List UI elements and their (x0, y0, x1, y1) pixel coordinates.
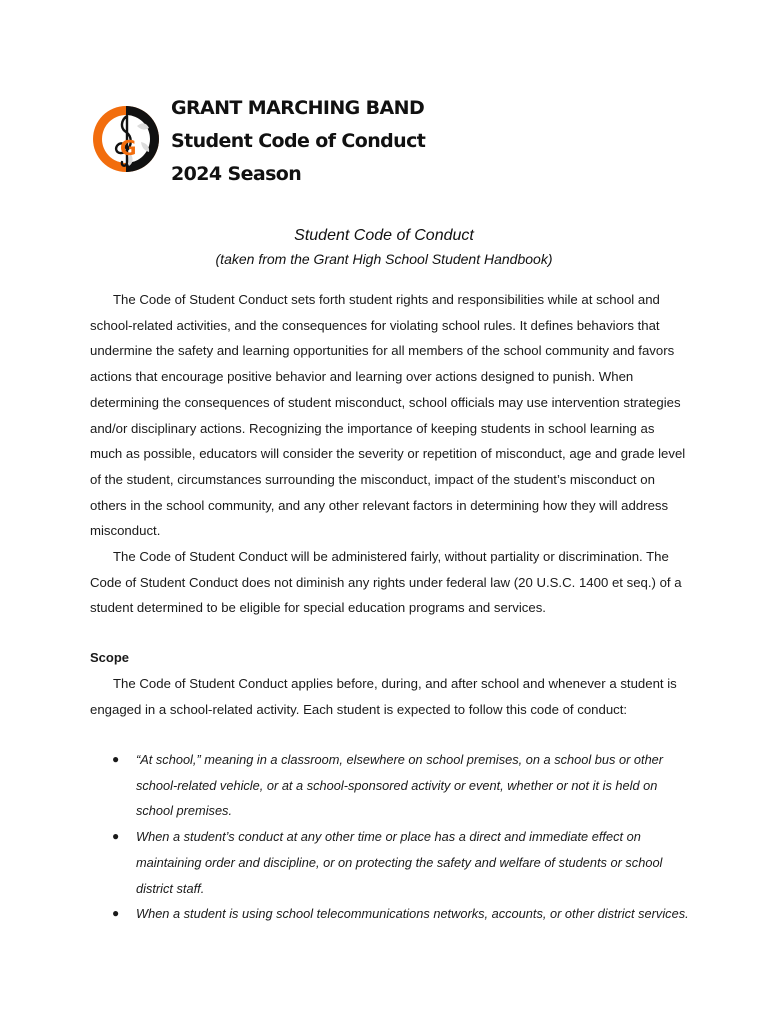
scope-bullet-list (90, 747, 690, 927)
list-item (90, 901, 690, 927)
scope-section (90, 671, 686, 722)
bullet-icon: ● (112, 829, 120, 844)
header-season: 2024 Season (171, 163, 302, 185)
document-subtitle: (taken from the Grant High School Student Handbook) (215, 251, 553, 267)
intro-paragraph-1: The Code of Student Conduct sets forth student rights and responsibilities while at school and school-related activities, and the consequences for violating school rules. It defines behaviors that undermine the safety and learning opportunities for all members of the school community and favors actions that encourage positive behavior and learning over actions designed to punish. When determining the consequences of student misconduct, school officials may use intervention strategies and/or disciplinary actions. Recognizing the importance of keeping students in school learning as much as possible, educators will consider the severity or repetition of misconduct, age and grade level of the student, circumstances surrounding the misconduct, impact of the student’s misconduct on others in the school community, and any other relevant factors in determining how they will address misconduct. (90, 292, 686, 539)
bullet-text: When a student is using school telecommunications networks, accounts, or other district services. (136, 906, 689, 922)
bullet-text: “At school,” meaning in a classroom, elsewhere on school premises, on a school bus or other school-related vehicle, or at a school-sponsored activity or event, whether or not it is held on school premises. (136, 752, 664, 819)
logo-letter: G (120, 136, 137, 160)
scope-paragraph: The Code of Student Conduct applies before, during, and after school and whenever a student is engaged in a school-related activity. Each student is expected to follow this code of conduct: (90, 676, 677, 717)
intro-paragraph-2: The Code of Student Conduct will be administered fairly, without partiality or discrimination. The Code of Student Conduct does not diminish any rights under federal law (20 U.S.C. 1400 et seq.) of a student determined to be eligible for special education programs and services. (90, 549, 682, 616)
document-title: Student Code of Conduct (294, 227, 474, 244)
bullet-icon: ● (112, 752, 120, 766)
header-organization: GRANT MARCHING BAND (171, 97, 425, 119)
list-item (90, 747, 690, 824)
header-title: Student Code of Conduct (171, 130, 426, 152)
bullet-text: When a student’s conduct at any other time or place has a direct and immediate effect on maintaining order and discipline, or on protecting the safety and welfare of students or school district staff. (136, 829, 663, 896)
scope-heading: Scope (90, 650, 130, 665)
bullet-icon: ● (112, 906, 120, 921)
band-logo (91, 102, 161, 176)
list-item (90, 824, 690, 901)
intro-section (90, 287, 686, 621)
document-header (171, 92, 425, 191)
